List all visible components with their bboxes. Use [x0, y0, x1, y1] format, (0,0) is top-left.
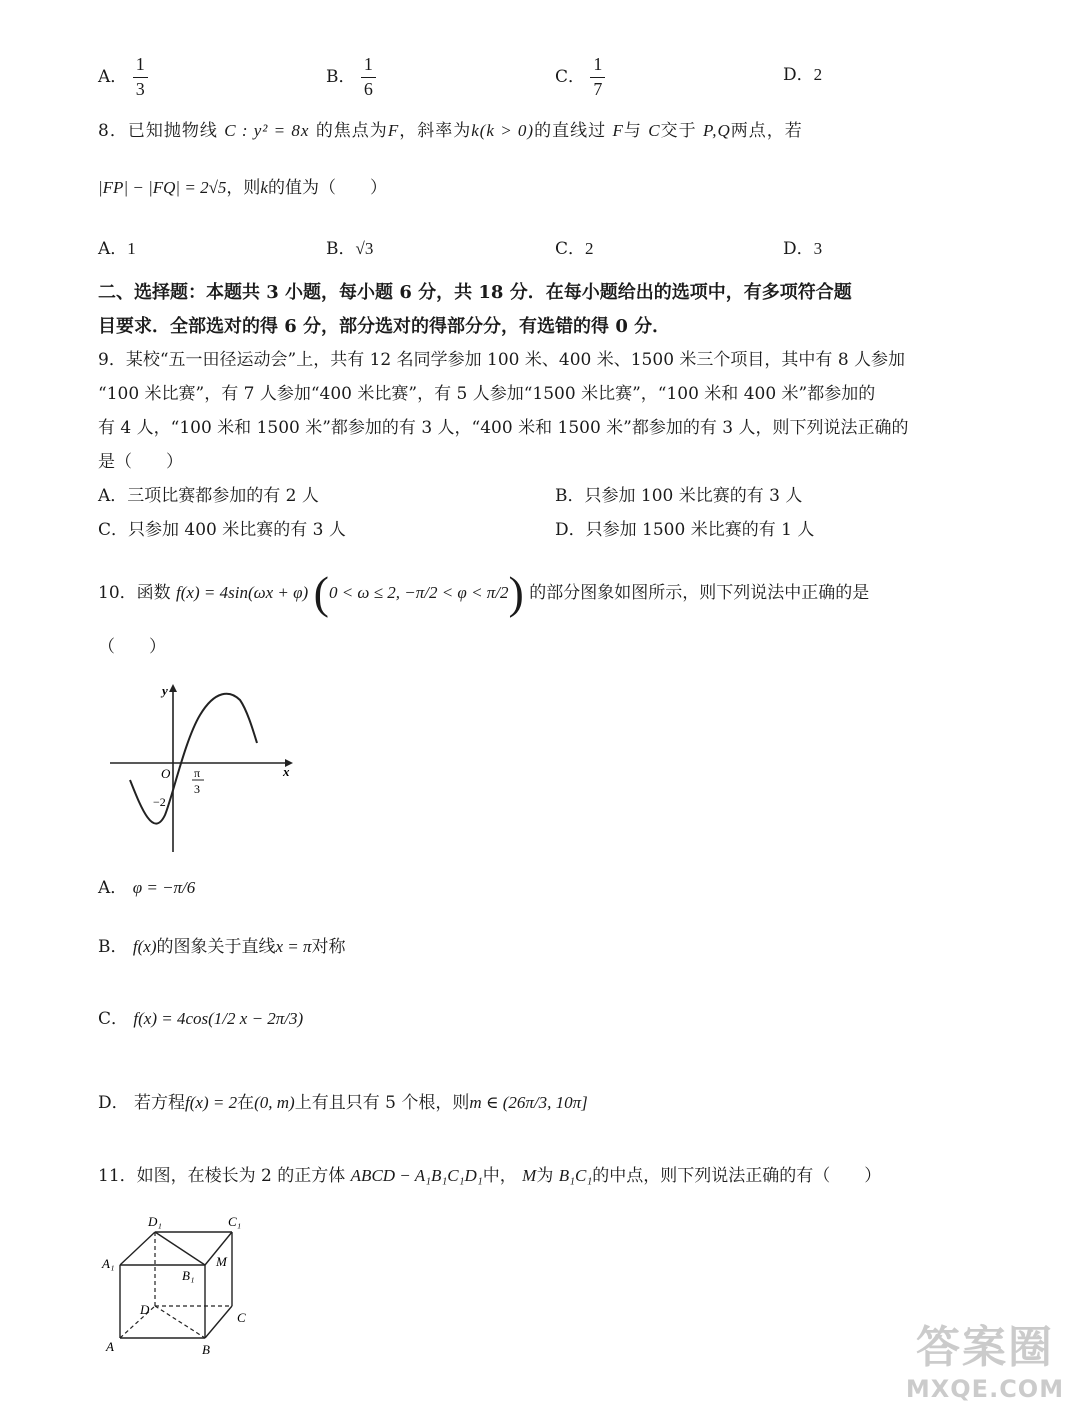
label-a1: A₁: [102, 1256, 115, 1271]
y-intercept-label: −2: [153, 795, 166, 809]
q8-stem-line1: 8．已知抛物线 C : y² = 8x 的焦点为F，斜率为k(k > 0)的直线过 F与 C交于 P,Q两点，若: [98, 121, 803, 141]
watermark-text-cn: 答案圈: [916, 1322, 1054, 1373]
fraction: $\frac{1}{3}$: [133, 55, 148, 100]
q9-option-d: D．只参加 1500 米比赛的有 1 人: [555, 520, 815, 540]
q9-stem-line4: 是（ ）: [98, 452, 183, 472]
watermark-text-url: MXQE.COM: [905, 1375, 1065, 1403]
label-m: M: [216, 1254, 227, 1269]
fraction: $\frac{1}{7}$: [590, 55, 605, 100]
q9-option-b: B．只参加 100 米比赛的有 3 人: [555, 486, 803, 506]
origin-label: O: [161, 766, 171, 781]
x-axis-label: x: [283, 764, 290, 779]
q8-option-b: B．√3: [326, 239, 374, 259]
label-c: C: [237, 1310, 246, 1325]
q7-option-b: B． $\frac{1}{6}$: [326, 55, 376, 100]
q10-condition: 0 < ω ≤ 2, −π/2 < φ < π/2: [328, 582, 509, 602]
q9-option-a: A．三项比赛都参加的有 2 人: [98, 486, 319, 506]
q9-stem-line2: “100 米比赛”，有 7 人参加“400 米比赛”，有 5 人参加“1500 米比赛”，“100 米和 400 米”都参加的: [98, 384, 876, 404]
sine-curve: [130, 694, 257, 824]
section2-heading-line1: 二、选择题：本题共 3 小题，每小题 6 分，共 18 分．在每小题给出的选项中，有多项符合题: [98, 282, 852, 303]
q11-cube-figure: [100, 1210, 280, 1360]
q10-option-b: B． f(x)的图象关于直线x = π对称: [98, 937, 346, 957]
q10-answer-paren: （ ）: [98, 637, 166, 657]
q10-stem: 10．函数 f(x) = 4sin(ωx + φ) (0 < ω ≤ 2, −π/2 < φ < π/2) 的部分图象如图所示，则下列说法中正确的是: [98, 567, 870, 618]
label-b1: B₁: [182, 1268, 195, 1283]
y-axis-arrow: [169, 684, 177, 692]
label-c1: C₁: [228, 1214, 242, 1229]
zero-label-num: π: [194, 766, 201, 780]
label-d: D: [140, 1302, 150, 1317]
q7-option-a: A． $\frac{1}{3}$: [98, 55, 148, 100]
q7-option-c: C． $\frac{1}{7}$: [555, 55, 605, 100]
q8-option-a: A．1: [98, 239, 136, 259]
q8-stem-line2: |FP| − |FQ| = 2√5，则k的值为（ ）: [98, 178, 387, 198]
section2-heading-line2: 目要求．全部选对的得 6 分，部分选对的得部分分，有选错的得 0 分．: [98, 316, 671, 337]
q9-option-c: C．只参加 400 米比赛的有 3 人: [98, 520, 346, 540]
q9-stem-line3: 有 4 人，“100 米和 1500 米”都参加的有 3 人，“400 米和 1500 米”都参加的有 3 人，则下列说法正确的: [98, 418, 909, 438]
q8-option-d: D．3: [783, 239, 823, 259]
q10-option-d: D． 若方程f(x) = 2在(0, m)上有且只有 5 个根，则m ∈ (26π/3, 10π]: [98, 1093, 588, 1113]
y-axis-label: y: [162, 683, 168, 698]
q10-option-c: C． f(x) = 4cos(1/2 x − 2π/3): [98, 1009, 304, 1029]
q10-option-a: A． φ = −π/6: [98, 878, 196, 898]
q7-option-d: D．2: [783, 65, 823, 85]
label-b: B: [202, 1342, 210, 1357]
fraction: $\frac{1}{6}$: [361, 55, 376, 100]
q8-option-c: C．2: [555, 239, 594, 259]
label-d1: D₁: [148, 1214, 162, 1229]
q11-stem: 11．如图，在棱长为 2 的正方体 ABCD − A₁B₁C₁D₁中， M为 B₁C₁的中点，则下列说法正确的有（ ）: [98, 1166, 882, 1186]
label-a: A: [106, 1339, 114, 1354]
zero-label-den: 3: [194, 782, 200, 796]
watermark-logo: [895, 1322, 1075, 1410]
q10-function: f(x) = 4sin(ωx + φ): [176, 582, 309, 602]
q10-sine-graph: [105, 680, 305, 860]
q9-stem-line1: 9．某校“五一田径运动会”上，共有 12 名同学参加 100 米、400 米、1500 米三个项目，其中有 8 人参加: [98, 350, 906, 370]
